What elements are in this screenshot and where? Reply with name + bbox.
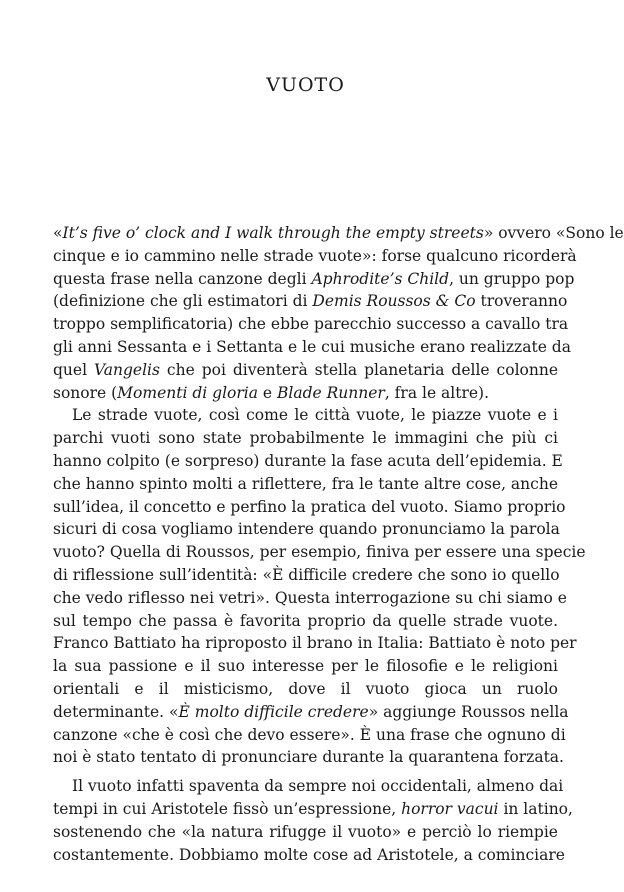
text-run: troveranno <box>475 292 568 311</box>
text-line <box>53 496 566 519</box>
text-run: (definizione che gli estimatori di <box>53 292 313 311</box>
text-run: noi è stato tentato di pronunciare durante la quarantena forzata. <box>53 748 564 767</box>
paragraph <box>53 775 573 866</box>
text-run: canzone «che è così che devo essere». È una frase che ognuno di <box>53 725 566 744</box>
text-run: gli anni Sessanta e i Settanta e le cui musiche erano realizzate da <box>53 337 571 356</box>
text-line <box>53 724 566 747</box>
text-line <box>53 404 558 427</box>
italic-text: Demis Roussos & Co <box>312 292 476 311</box>
paragraph <box>53 222 624 404</box>
text-line <box>53 313 569 336</box>
text-line <box>53 336 571 359</box>
text-line <box>53 450 563 473</box>
text-run: parchi vuoti sono state probabilmente le immagini che più ci <box>53 429 558 448</box>
text-run: » ovvero «Sono le <box>483 224 624 242</box>
text-line <box>53 290 568 313</box>
text-run: in latino, <box>498 799 573 818</box>
text-line <box>53 632 577 655</box>
page-title: VUOTO <box>266 74 345 96</box>
text-line <box>53 587 567 610</box>
text-run: Franco Battiato ha riproposto il brano in Italia: Battiato è noto per <box>53 634 577 653</box>
text-run: sull’idea, il concetto e perfino la pratica del vuoto. Siamo proprio <box>53 497 566 516</box>
body-text <box>53 222 624 866</box>
text-run: » aggiunge Roussos nella <box>368 702 569 721</box>
text-run: che poi diventerà stella planetaria delle colonne <box>159 360 558 379</box>
text-line <box>53 610 558 633</box>
text-run: Le strade vuote, così come le città vuote, le piazze vuote e i <box>72 406 558 425</box>
text-line <box>53 541 586 564</box>
text-line <box>53 775 564 798</box>
text-run: e <box>257 383 277 402</box>
italic-text: Vangelis <box>94 360 160 379</box>
text-line <box>53 746 564 769</box>
text-line <box>53 844 565 867</box>
text-line <box>53 564 558 587</box>
text-run: hanno colpito (e sorpreso) durante la fase acuta dell’epidemia. E <box>53 451 563 470</box>
text-line <box>53 222 624 245</box>
text-line <box>53 359 558 382</box>
italic-text: Momenti di gloria <box>117 383 258 402</box>
text-line <box>53 655 558 678</box>
text-run: cinque e io cammino nelle strade vuote»: forse qualcuno ricorderà <box>53 246 577 265</box>
text-line <box>53 518 558 541</box>
text-line <box>53 821 558 844</box>
text-line <box>53 382 558 405</box>
text-run: costantemente. Dobbiamo molte cose ad Aristotele, a cominciare <box>53 845 565 864</box>
text-run: sonore ( <box>53 383 118 402</box>
text-run: la sua passione e il suo interesse per le filosofie e le religioni <box>53 657 558 676</box>
text-run: questa frase nella canzone degli <box>53 269 312 288</box>
text-run: « <box>53 224 63 242</box>
text-run: sul tempo che passa è favorita proprio da quelle strade vuote. <box>53 611 558 630</box>
italic-text: Aphrodite’s Child <box>311 269 450 288</box>
text-run: sicuri di cosa vogliamo intendere quando pronunciamo la parola <box>53 520 560 539</box>
text-line <box>53 798 573 821</box>
text-run: vuoto? Quella di Roussos, per esempio, finiva per essere una specie <box>53 543 586 562</box>
italic-text: It’s five o’ clock and I walk through the empty streets <box>62 224 484 242</box>
text-run: sostenendo che «la natura rifugge il vuoto» e perciò lo riempie <box>53 822 558 841</box>
text-line <box>53 473 558 496</box>
text-run: quel <box>53 360 94 379</box>
text-run: Il vuoto infatti spaventa da sempre noi occidentali, almeno dai <box>72 777 564 796</box>
text-run: , un gruppo pop <box>449 269 575 288</box>
text-line <box>53 701 569 724</box>
text-run: , fra le altre). <box>384 383 490 402</box>
text-line <box>53 245 577 268</box>
text-run: determinante. « <box>53 702 179 721</box>
italic-text: Blade Runner <box>277 383 385 402</box>
paragraph <box>53 404 586 769</box>
text-run: che hanno spinto molti a riflettere, fra le tante altre cose, anche <box>53 474 558 493</box>
text-line <box>53 427 558 450</box>
italic-text: È molto difficile credere <box>178 702 369 721</box>
text-line <box>53 268 575 291</box>
text-line <box>53 678 558 701</box>
text-run: tempi in cui Aristotele fissò un’espressione, <box>53 799 402 818</box>
text-run: di riflessione sull’identità: «È difficile credere che sono io quello <box>53 565 560 584</box>
text-run: orientali e il misticismo, dove il vuoto gioca un ruolo <box>53 679 558 698</box>
text-run: che vedo riflesso nei vetri». Questa interrogazione su chi siamo e <box>53 588 567 607</box>
italic-text: horror vacui <box>401 799 499 818</box>
text-run: troppo semplificatoria) che ebbe parecchio successo a cavallo tra <box>53 315 569 334</box>
